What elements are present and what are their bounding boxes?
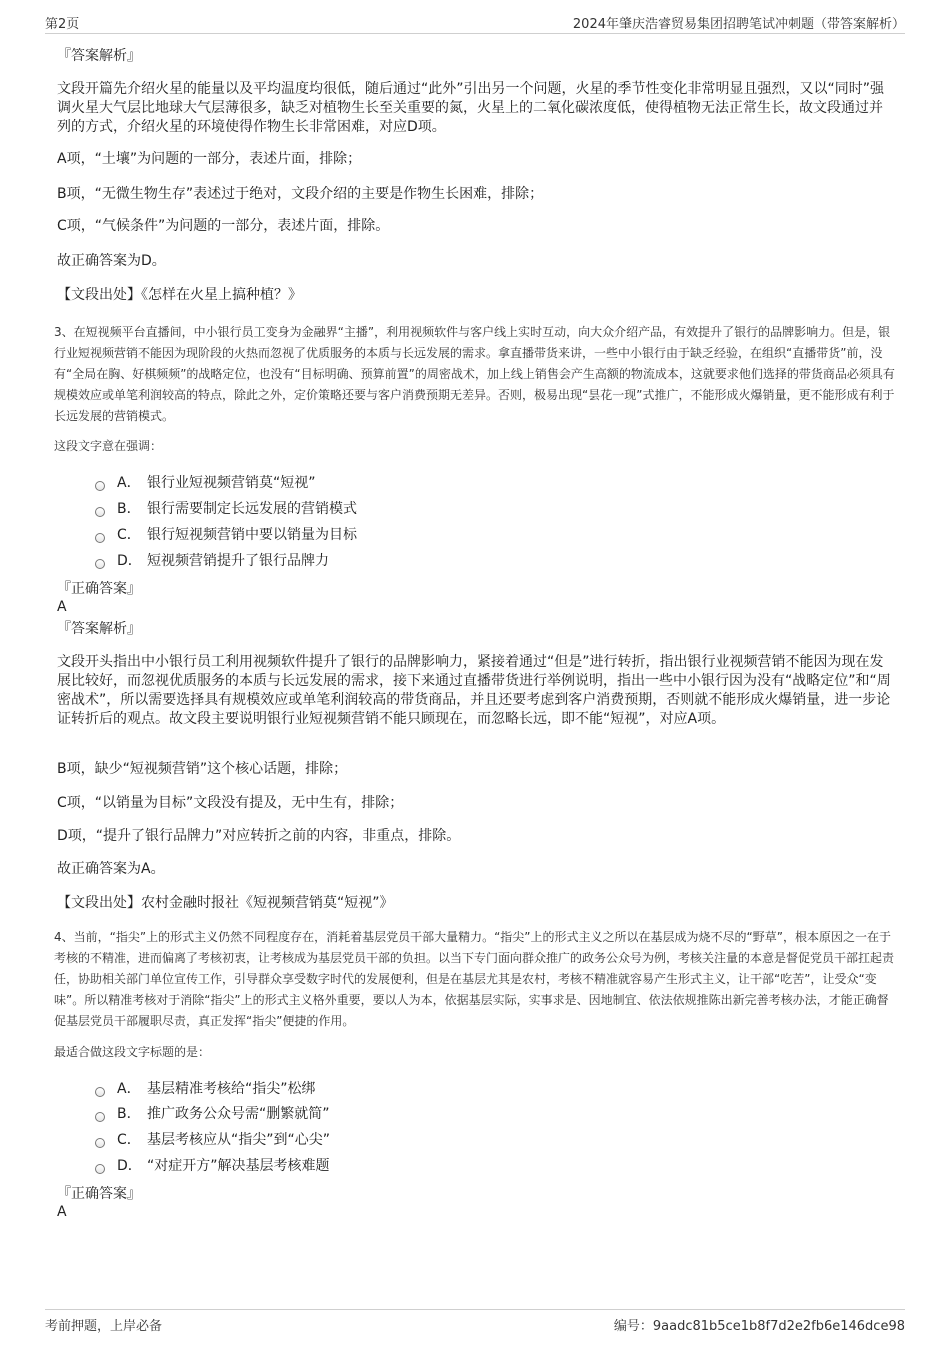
question-3-answer: A (57, 599, 67, 615)
question-3-option-d-analysis: D项，“提升了银行品牌力”对应转折之前的内容，非重点，排除。 (57, 828, 461, 844)
question-3-option-a[interactable]: A． 银行业短视频营销莫“短视” (95, 474, 316, 492)
question-4-option-b[interactable]: B． 推广政务公众号需“删繁就简” (95, 1105, 330, 1123)
document-title: 2024年肇庆浩睿贸易集团招聘笔试冲刺题（带答案解析） (572, 17, 905, 32)
question-3-prompt: 这段文字意在强调： (54, 439, 163, 453)
radio-icon[interactable] (95, 507, 105, 517)
question-3-option-b-analysis: B项，缺少“短视频营销”这个核心话题，排除； (57, 761, 348, 777)
analysis-heading: 『答案解析』 (57, 48, 141, 64)
question-3-source: 【文段出处】农村金融时报社《短视频营销莫“短视”》 (57, 895, 394, 911)
question-4-answer-heading: 『正确答案』 (57, 1186, 141, 1202)
option-c-analysis: C项，“气候条件”为问题的一部分，表述片面，排除。 (57, 218, 390, 234)
radio-icon[interactable] (95, 1087, 105, 1097)
radio-icon[interactable] (95, 1138, 105, 1148)
question-4-option-c[interactable]: C． 基层考核应从“指尖”到“心尖” (95, 1131, 330, 1149)
radio-icon[interactable] (95, 533, 105, 543)
question-4-option-d[interactable]: D． “对症开方”解决基层考核难题 (95, 1157, 330, 1175)
page-number: 第2页 (45, 17, 80, 32)
radio-icon[interactable] (95, 1112, 105, 1122)
option-a-analysis: A项，“土壤”为问题的一部分，表述片面，排除； (57, 151, 362, 167)
question-3-conclusion: 故正确答案为A。 (57, 861, 165, 877)
conclusion: 故正确答案为D。 (57, 253, 166, 269)
passage-source: 【文段出处】《怎样在火星上搞种植？》 (57, 287, 302, 303)
page-header (45, 13, 905, 34)
analysis-text: 文段开篇先介绍火星的能量以及平均温度均很低，随后通过“此外”引出另一个问题，火星的季节性变化非常明显且强烈，又以“同时”强调火星大气层比地球大气层薄很多，缺乏对植物生长至关重要的氮，火星上的二氧化碳浓度低，使得植物无法正常生长，故文段通过并列的方式，介绍火星的环境使得作物生长非常困难，对应D项。 (57, 81, 885, 135)
question-3-option-c[interactable]: C． 银行短视频营销中要以销量为目标 (95, 526, 357, 544)
radio-icon[interactable] (95, 559, 105, 569)
question-4-prompt: 最适合做这段文字标题的是： (54, 1045, 211, 1059)
question-3-answer-heading: 『正确答案』 (57, 581, 141, 597)
question-3-option-b[interactable]: B． 银行需要制定长远发展的营销模式 (95, 500, 357, 518)
question-4-text: 4、当前，“指尖”上的形式主义仍然不同程度存在，消耗着基层党员干部大量精力。“指尖”上的形式主义之所以在基层成为烧不尽的“野草”，根本原因之一在于考核的不精准，进而偏离了考核初衷，让考核成为基层党员干部的负担。以当下专门面向群众推广的政务公众号为例，考核关注量的本意是督促党员干部扛起责任，协助相关部门单位宣传工作，引导群众享受数字时代的发展便利，但是在基层尤其是农村，考核不精准就容易产生形式主义，让干部“吃苦”，让受众“变味”。所以精准考核对于消除“指尖”上的形式主义格外重要，要以人为本，依据基层实际，实事求是、因地制宜、依法依规推陈出新完善考核办法，才能正确督促基层党员干部履职尽责，真正发挥“指尖”便捷的作用。 (54, 930, 895, 1028)
radio-icon[interactable] (95, 1164, 105, 1174)
question-3-analysis-heading: 『答案解析』 (57, 621, 141, 637)
question-3-text: 3、在短视频平台直播间，中小银行员工变身为金融界“主播”，利用视频软件与客户线上实时互动，向大众介绍产品，有效提升了银行的品牌影响力。但是，银行业短视频营销不能因为现阶段的火热而忽视了优质服务的本质与长远发展的需求。拿直播带货来讲，一些中小银行由于缺乏经验，在组织“直播带货”前，没有“全局在胸、好棋频频”的战略定位，也没有“目标明确、预算前置”的周密战术，加上线上销售会产生高额的物流成本，这就要求他们选择的带货商品必须具有规模效应或单笔利润较高的特点，除此之外，定价策略还要与客户消费预期无差异。否则，极易出现“昙花一现”式推广，不能形成火爆销量，更不能形成有利于长远发展的营销模式。 (54, 325, 895, 423)
question-4-answer: A (57, 1204, 67, 1220)
question-4-option-a[interactable]: A． 基层精准考核给“指尖”松绑 (95, 1080, 316, 1098)
question-3-option-c-analysis: C项，“以销量为目标”文段没有提及，无中生有，排除； (57, 795, 404, 811)
page-footer (45, 1309, 905, 1332)
footer-slogan: 考前押题，上岸必备 (45, 1319, 163, 1334)
radio-icon[interactable] (95, 481, 105, 491)
document-id: 编号：9aadc81b5ce1b8f7d2e2fb6e146dce98 (613, 1319, 905, 1334)
option-b-analysis: B项，“无微生物生存”表述过于绝对，文段介绍的主要是作物生长困难，排除； (57, 186, 544, 202)
question-3-analysis-text: 文段开头指出中小银行员工利用视频软件提升了银行的品牌影响力，紧接着通过“但是”进行转折，指出银行业视频营销不能因为现在发展比较好，而忽视优质服务的本质与长远发展的需求，接下来通过直播带货进行举例说明，指出一些中小银行因为没有“战略定位”和“周密战术”，所以需要选择具有规模效应或单笔利润较高的带货商品，并且还要考虑到客户消费预期，否则就不能形成火爆销量，进一步论证转折后的观点。故文段主要说明银行业短视频营销不能只顾现在，而忽略长远，即不能“短视”，对应A项。 (57, 654, 891, 727)
question-3-option-d[interactable]: D． 短视频营销提升了银行品牌力 (95, 552, 329, 570)
